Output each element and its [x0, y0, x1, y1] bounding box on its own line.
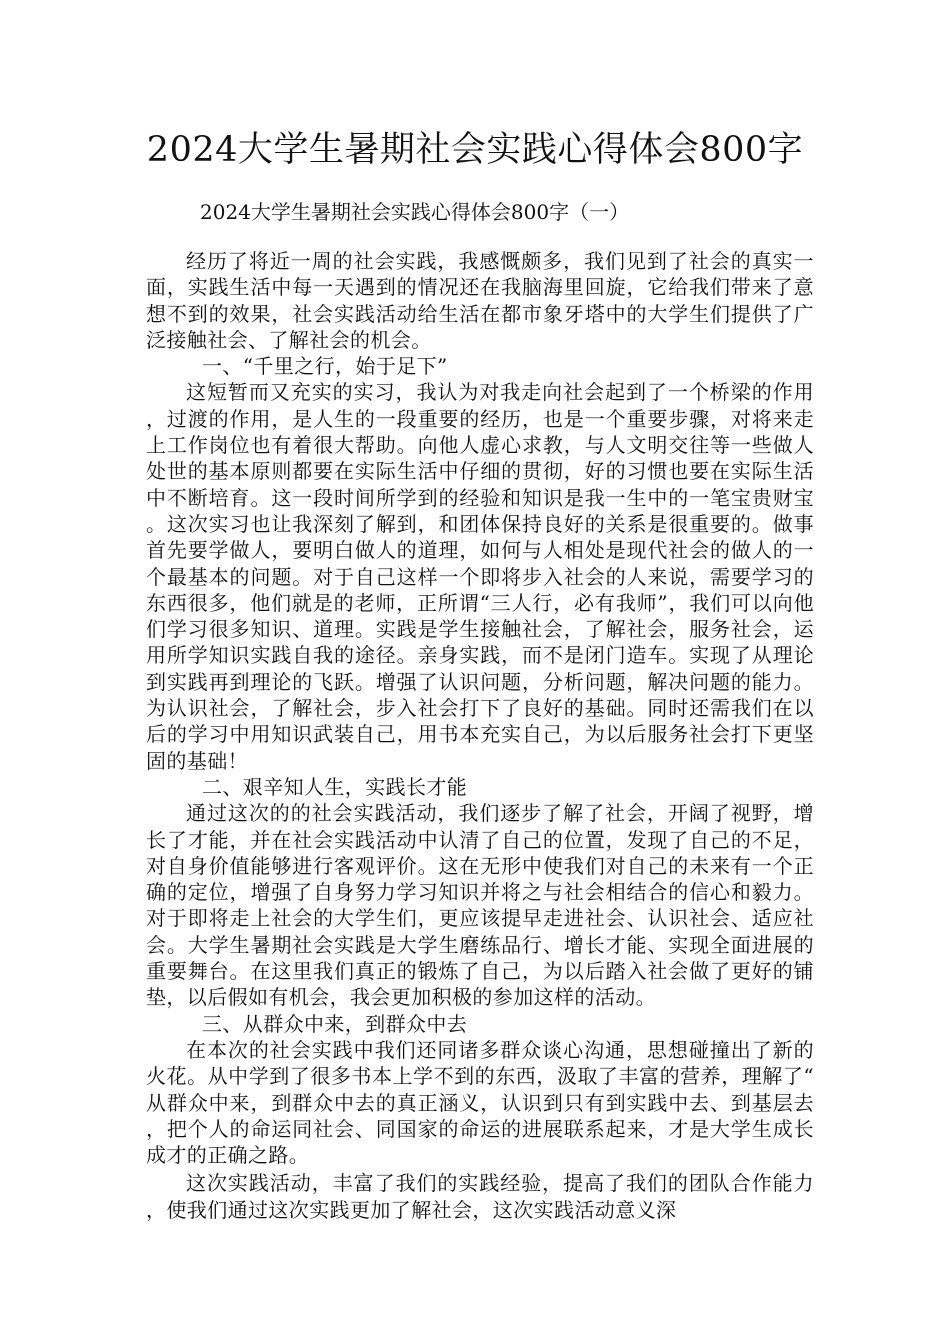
paragraph-section-3: 在本次的社会实践中我们还同诸多群众谈心沟通，思想碰撞出了新的火花。从中学到了很多书本上学不到的东西，汲取了丰富的营养，理解了“从群众中来，到群众中去的真正涵义，认识到只有到实践中去、到基层去，把个人的命运同社会、同国家的命运的进展联系起来，才是大学生成长成才的正确之路。 [146, 1037, 814, 1168]
paragraph-section-1: 这短暂而又充实的实习，我认为对我走向社会起到了一个桥梁的作用，过渡的作用，是人生的一段重要的经历，也是一个重要步骤，对将来走上工作岗位也有着很大帮助。向他人虚心求教，与人文明交往等一些做人处世的基本原则都要在实际生活中仔细的贯彻，好的习惯也要在实际生活中不断培育。这一段时间所学到的经验和知识是我一生中的一笔宝贵财宝。这次实习也让我深刻了解到，和团体保持良好的关系是很重要的。做事首先要学做人，要明白做人的道理，如何与人相处是现代社会的做人的一个最基本的问题。对于自己这样一个即将步入社会的人来说，需要学习的东西很多，他们就是的老师，正所谓“三人行，必有我师”，我们可以向他们学习很多知识、道理。实践是学生接触社会，了解社会，服务社会，运用所学知识实践自我的途径。亲身实践，而不是闭门造车。实现了从理论到实践再到理论的飞跃。增强了认识问题，分析问题，解决问题的能力。为认识社会，了解社会，步入社会打下了良好的基础。同时还需我们在以后的学习中用知识武装自己，用书本充实自己，为以后服务社会打下更坚固的基础！ [146, 380, 814, 773]
section-heading-1: 一、“千里之行，始于足下” [202, 354, 448, 379]
section-heading-3: 三、从群众中来，到群众中去 [202, 1011, 468, 1036]
section-heading-2: 二、艰辛知人生，实践长才能 [202, 774, 468, 799]
paragraph-closing: 这次实践活动，丰富了我们的实践经验，提高了我们的团队合作能力，使我们通过这次实践更加了解社会，这次实践活动意义深 [146, 1171, 814, 1222]
document-subtitle: 2024大学生暑期社会实践心得体会800字（一） [200, 200, 630, 224]
document-body [146, 248, 814, 1223]
paragraph-section-2: 通过这次的的社会实践活动，我们逐步了解了社会，开阔了视野，增长了才能，并在社会实践活动中认清了自己的位置，发现了自己的不足，对自身价值能够进行客观评价。这在无形中使我们对自己的未来有一个正确的定位，增强了自身努力学习知识并将之与社会相结合的信心和毅力。对于即将走上社会的大学生们，更应该提早走进社会、认识社会、适应社会。大学生暑期社会实践是大学生磨练品行、增长才能、实现全面进展的重要舞台。在这里我们真正的锻炼了自己，为以后踏入社会做了更好的铺垫，以后假如有机会，我会更加积极的参加这样的活动。 [146, 801, 814, 1010]
paragraph-intro: 经历了将近一周的社会实践，我感慨颇多，我们见到了社会的真实一面，实践生活中每一天遇到的情况还在我脑海里回旋，它给我们带来了意想不到的效果，社会实践活动给生活在都市象牙塔中的大学生们提供了广泛接触社会、了解社会的机会。 [146, 249, 814, 352]
document-title: 2024大学生暑期社会实践心得体会800字 [146, 130, 804, 170]
